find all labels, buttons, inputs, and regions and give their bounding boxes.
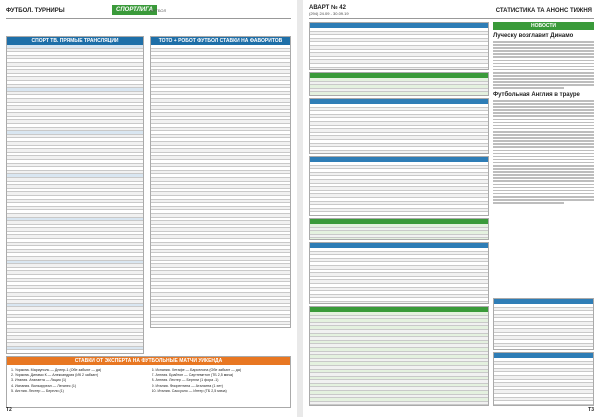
brand-subtitle: ФУТБОЛ	[150, 8, 167, 13]
right-page	[303, 0, 600, 417]
text-line	[493, 140, 594, 142]
issue-number: АВАРТ № 42	[309, 5, 346, 11]
expert-bets-box	[6, 356, 291, 408]
text-line	[493, 199, 594, 201]
bet-item: 2. Украина. Динамо К — Александрия (ИК 2 забьют)	[11, 373, 99, 378]
text-line	[493, 112, 594, 114]
header-rule	[6, 18, 291, 19]
bet-item: 9. Италия. Фиорентина — Аталанта (1 хет)	[151, 383, 223, 388]
tv-schedule-rows	[7, 45, 143, 354]
text-line	[493, 202, 564, 204]
side-table-2	[493, 352, 594, 406]
news-column	[493, 22, 594, 202]
results-table-2	[309, 218, 489, 240]
page-number-left: Т2	[6, 407, 12, 413]
text-line	[493, 174, 594, 176]
bet-item: 6. Испания. Хетафе — Барселона (Обе забьют — да)	[151, 368, 242, 372]
text-line	[493, 131, 594, 133]
text-line	[493, 119, 594, 121]
text-line	[493, 78, 594, 80]
text-line	[493, 128, 594, 130]
text-line	[493, 69, 594, 71]
text-line	[493, 63, 594, 65]
bet-item: 1. Украина. Мариуполь — Днепр-1 (Обе забьют — да)	[11, 368, 102, 372]
text-line	[493, 50, 594, 52]
text-line	[493, 168, 594, 170]
league-table-3	[309, 156, 489, 216]
text-line	[493, 196, 594, 198]
text-line	[493, 60, 594, 62]
text-line	[493, 171, 594, 173]
news-title-1: Луческу возглавит Динамо	[493, 33, 574, 39]
league-table-1	[309, 22, 489, 70]
tv-schedule-table	[6, 36, 144, 354]
text-line	[493, 72, 594, 74]
news-title-2: Футбольная Англия в трауре	[493, 92, 580, 98]
results-table-3	[309, 306, 489, 406]
text-line	[493, 47, 594, 49]
text-line	[493, 153, 594, 155]
issue-date: (294) 24.09 - 30.09.19	[309, 11, 349, 16]
robot-favorites-rows	[151, 45, 290, 328]
table-row	[151, 322, 290, 326]
expert-bets-title: СТАВКИ ОТ ЭКСПЕРТА НА ФУТБОЛЬНЫЕ МАТЧИ УИКЕНДА	[7, 357, 290, 365]
bet-item: 5. Англия. Лестер — Бернли (1)	[11, 388, 64, 393]
text-line	[493, 143, 594, 145]
bet-item: 7. Англия. Брайтон — Саутгемптон (ТБ 2,5 мяча)	[151, 373, 234, 378]
text-line	[493, 162, 594, 164]
table-row	[310, 151, 488, 154]
text-line	[493, 84, 594, 86]
robot-favorites-title: ТОТО + РОБОТ ФУТБОЛ СТАВКИ НА ФАВОРИТОВ	[151, 37, 290, 45]
text-line	[493, 100, 594, 102]
table-row	[310, 68, 488, 70]
text-line	[493, 134, 594, 136]
text-line	[493, 177, 594, 179]
left-page	[0, 0, 297, 417]
text-line	[493, 56, 594, 58]
page-number-right: Т3	[588, 407, 594, 413]
tv-schedule-title: СПОРТ ТВ. ПРЯМЫЕ ТРАНСЛЯЦИИ	[7, 37, 143, 45]
table-row	[310, 92, 488, 96]
expert-bets-left	[11, 368, 146, 394]
bet-item: 3. Италия. Аталанта — Лацио (1)	[11, 378, 67, 383]
bet-item: 10. Италия. Сассуоло — Интер (ТБ 2,5 мяча)	[151, 388, 227, 393]
text-line	[493, 165, 594, 167]
text-line	[493, 75, 594, 77]
header-rule	[309, 18, 594, 19]
text-line	[493, 184, 594, 186]
table-row	[310, 402, 488, 406]
league-table-4	[309, 242, 489, 304]
expert-bets-right	[152, 368, 287, 394]
text-line	[493, 125, 594, 127]
text-line	[493, 156, 594, 158]
left-section-label: ФУТБОЛ. ТУРНИРЫ	[6, 8, 65, 14]
text-line	[493, 137, 594, 139]
news-body-2	[493, 100, 594, 204]
table-row	[310, 302, 488, 304]
table-row	[310, 212, 488, 216]
brand-logo: СПОРТЛИГА	[112, 5, 157, 15]
text-line	[493, 115, 594, 117]
news-body-1	[493, 41, 594, 89]
text-line	[493, 146, 594, 148]
league-table-2	[309, 98, 489, 154]
text-line	[493, 109, 594, 111]
bet-item: 8. Англия. Лестер — Бернли (1 фора -1)	[151, 378, 219, 383]
text-line	[493, 53, 594, 55]
table-row	[494, 347, 593, 350]
results-table-1	[309, 72, 489, 96]
text-line	[493, 81, 594, 83]
table-row	[494, 405, 593, 406]
text-line	[493, 150, 594, 152]
table-row	[7, 347, 143, 351]
text-line	[493, 41, 594, 43]
text-line	[493, 122, 594, 124]
text-line	[493, 159, 594, 161]
text-line	[493, 187, 594, 189]
text-line	[493, 103, 594, 105]
text-line	[493, 44, 594, 46]
text-line	[493, 193, 594, 195]
text-line	[493, 190, 594, 192]
robot-favorites-table	[150, 36, 291, 328]
text-line	[493, 87, 564, 89]
right-section-label: СТАТИСТИКА ТА АНОНС ТИЖНЯ	[495, 8, 592, 14]
table-row	[310, 238, 488, 240]
text-line	[493, 66, 594, 68]
text-line	[493, 106, 594, 108]
text-line	[493, 180, 594, 182]
news-header: НОВОСТИ	[493, 22, 594, 30]
side-table-1	[493, 298, 594, 350]
bet-item: 4. Испания. Вильярреал — Леганес (1)	[11, 383, 77, 388]
